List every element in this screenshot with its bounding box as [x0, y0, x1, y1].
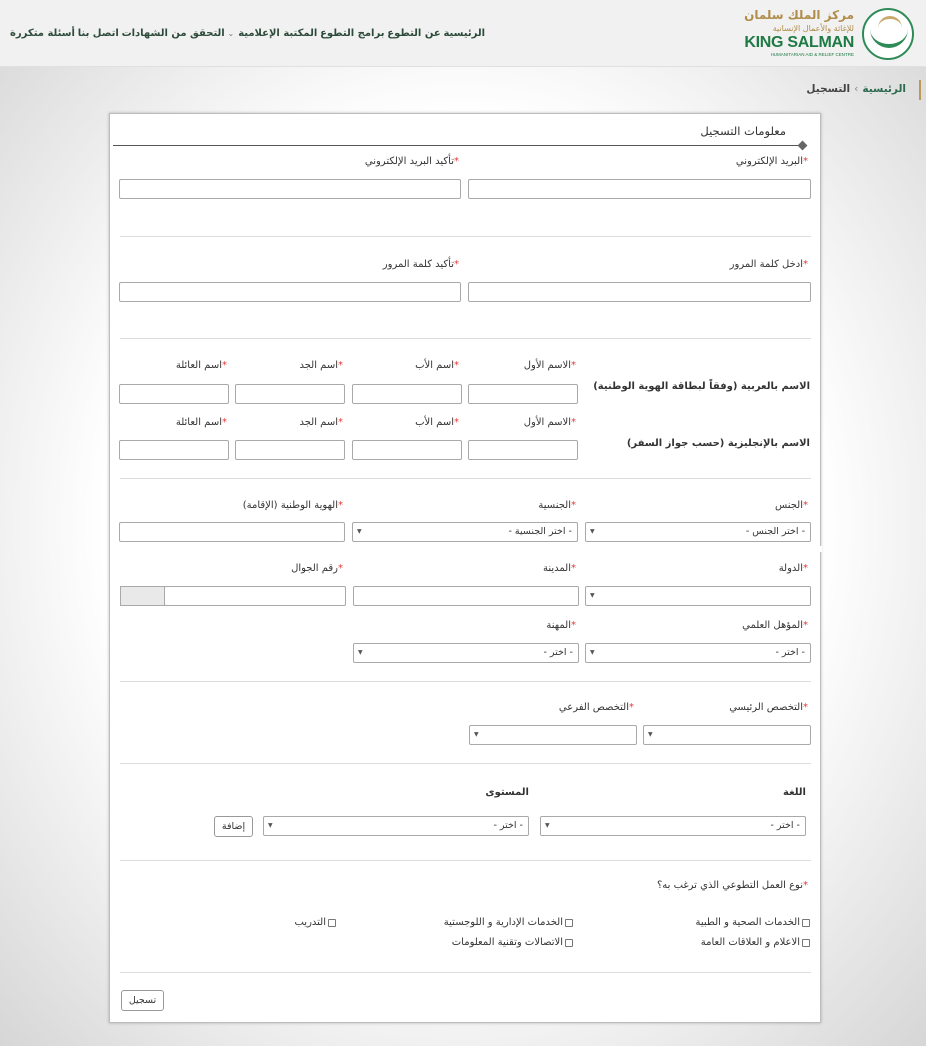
- dropdown-arrow-icon: ▼: [590, 649, 595, 656]
- nav-item-media-library[interactable]: [228, 28, 318, 39]
- register-button[interactable]: تسجيل: [121, 990, 164, 1011]
- nationality-select[interactable]: [352, 522, 578, 542]
- nav-item-faq[interactable]: أسئلة متكررة: [10, 27, 75, 39]
- required-mark: *: [571, 500, 576, 511]
- dropdown-arrow-icon: ▼: [590, 528, 595, 535]
- father-name-ar-field[interactable]: [352, 384, 462, 404]
- section-divider: [120, 478, 811, 479]
- dropdown-arrow-icon: ▼: [358, 649, 363, 656]
- required-mark: *: [338, 500, 343, 511]
- volunteer-option-label: الخدمات الصحية و الطبية: [695, 917, 800, 928]
- registration-form: [109, 113, 821, 1023]
- dropdown-arrow-icon: ▼: [545, 822, 550, 829]
- gender-select-value: - اختر الجنس -: [745, 526, 805, 537]
- volunteer-type-label-text: نوع العمل التطوعي الذي ترغب به؟: [656, 880, 803, 891]
- section-divider: [120, 763, 811, 764]
- nationality-label: [538, 500, 578, 511]
- email-confirm-field[interactable]: [119, 179, 461, 199]
- family-name-ar-label: [176, 360, 229, 371]
- qualification-label: [742, 620, 810, 631]
- nav-item-contact[interactable]: اتصل بنا: [77, 27, 119, 39]
- gender-label: [775, 500, 810, 511]
- profession-label-text: المهنة: [546, 620, 571, 631]
- required-mark: *: [454, 417, 459, 428]
- father-name-en-field[interactable]: [352, 440, 462, 460]
- email-label-text: البريد الإلكتروني: [735, 156, 803, 167]
- main-nav: [10, 26, 485, 40]
- required-mark: *: [803, 563, 808, 574]
- language-select[interactable]: [540, 816, 806, 836]
- mobile-label-text: رقم الجوال: [291, 563, 338, 574]
- family-name-en-field[interactable]: [119, 440, 229, 460]
- first-name-ar-field[interactable]: [468, 384, 578, 404]
- required-mark: *: [454, 360, 459, 371]
- first-name-ar-label-text: الاسم الأول: [523, 360, 571, 371]
- required-mark: *: [571, 360, 576, 371]
- password-confirm-label-text: تأكيد كلمة المرور: [382, 259, 454, 270]
- section-divider: [120, 681, 811, 682]
- grandfather-name-en-label-text: اسم الجد: [299, 417, 338, 428]
- language-select-value: - اختر -: [770, 820, 800, 831]
- section-divider: [120, 338, 811, 339]
- required-mark: *: [629, 702, 634, 713]
- password-label-text: ادخل كلمة المرور: [729, 259, 803, 270]
- volunteer-option-admin[interactable]: [444, 917, 573, 928]
- checkbox[interactable]: [802, 919, 810, 927]
- first-name-en-label-text: الاسم الأول: [523, 417, 571, 428]
- volunteer-option-label: التدريب: [294, 917, 326, 928]
- email-confirm-label: [365, 156, 461, 167]
- major-label-text: التخصص الرئيسي: [729, 702, 803, 713]
- father-name-ar-label: [415, 360, 461, 371]
- breadcrumb-separator: ›: [854, 83, 859, 95]
- grandfather-name-en-field[interactable]: [235, 440, 345, 460]
- password-confirm-field[interactable]: [119, 282, 461, 302]
- family-name-ar-field[interactable]: [119, 384, 229, 404]
- profession-label: [546, 620, 578, 631]
- required-mark: *: [803, 702, 808, 713]
- major-select[interactable]: [643, 725, 811, 745]
- mobile-label: [291, 563, 345, 574]
- breadcrumb-home[interactable]: الرئيسية: [862, 83, 906, 95]
- section-divider: [120, 860, 811, 861]
- panel-seam: [550, 546, 822, 552]
- nav-item-programs[interactable]: برامج التطوع: [320, 27, 385, 39]
- required-mark: *: [803, 259, 808, 270]
- title-divider: [113, 145, 803, 146]
- first-name-ar-label: [524, 360, 578, 371]
- email-field[interactable]: [468, 179, 811, 199]
- required-mark: *: [571, 417, 576, 428]
- section-divider: [120, 972, 811, 973]
- form-title: معلومات التسجيل: [700, 124, 786, 138]
- nav-media-label: المكتبة الإعلامية: [238, 27, 318, 39]
- national-id-label-text: الهوية الوطنية (الإقامة): [242, 500, 338, 511]
- family-name-en-label: [176, 417, 229, 428]
- password-field[interactable]: [468, 282, 811, 302]
- required-mark: *: [454, 156, 459, 167]
- nationality-label-text: الجنسية: [538, 500, 571, 511]
- logo-english-name: KING SALMAN: [744, 34, 854, 51]
- father-name-ar-label-text: اسم الأب: [415, 360, 454, 371]
- nav-item-verify-certificates[interactable]: التحقق من الشهادات: [121, 27, 225, 39]
- national-id-label: [243, 500, 345, 511]
- city-field[interactable]: [353, 586, 579, 606]
- checkbox[interactable]: [565, 919, 573, 927]
- grandfather-name-ar-field[interactable]: [235, 384, 345, 404]
- mobile-country-code[interactable]: [120, 586, 165, 606]
- major-label: [729, 702, 810, 713]
- volunteer-option-it[interactable]: [452, 937, 573, 948]
- checkbox[interactable]: [328, 919, 336, 927]
- section-divider: [120, 236, 811, 237]
- city-label-text: المدينة: [542, 563, 571, 574]
- name-english-label: الاسم بالإنجليزية (حسب جواز السفر): [626, 438, 810, 449]
- sub-major-label: [559, 702, 636, 713]
- father-name-en-label: [415, 417, 461, 428]
- grandfather-name-ar-label-text: اسم الجد: [299, 360, 338, 371]
- volunteer-option-label: الاعلام و العلاقات العامة: [700, 937, 800, 948]
- nav-item-home[interactable]: الرئيسية: [443, 27, 485, 39]
- breadcrumb-current: التسجيل: [806, 83, 851, 95]
- diamond-icon: [798, 141, 808, 151]
- required-mark: *: [222, 360, 227, 371]
- dropdown-arrow-icon: ▼: [474, 731, 479, 738]
- grandfather-name-en-label: [299, 417, 345, 428]
- dropdown-arrow-icon: ▼: [268, 822, 273, 829]
- required-mark: *: [803, 500, 808, 511]
- profession-select-value: - اختر -: [543, 647, 573, 658]
- required-mark: *: [803, 156, 808, 167]
- logo-arabic-title: مركز الملك سلمان: [744, 8, 854, 22]
- required-mark: *: [338, 417, 343, 428]
- city-label: [543, 563, 578, 574]
- chevron-down-icon: ⌄: [227, 28, 235, 38]
- first-name-en-field[interactable]: [468, 440, 578, 460]
- level-select[interactable]: [263, 816, 529, 836]
- language-label: اللغة: [783, 787, 806, 798]
- level-select-value: - اختر -: [493, 820, 523, 831]
- volunteer-type-label: [657, 880, 810, 891]
- required-mark: *: [803, 620, 808, 631]
- country-label-text: الدولة: [778, 563, 803, 574]
- mobile-field[interactable]: [164, 586, 346, 606]
- sub-major-label-text: التخصص الفرعي: [558, 702, 629, 713]
- volunteer-option-label: الخدمات الإدارية و اللوجستية: [443, 917, 563, 928]
- family-name-en-label-text: اسم العائلة: [175, 417, 222, 428]
- nav-item-about[interactable]: عن التطوع: [387, 27, 441, 39]
- dropdown-arrow-icon: ▼: [590, 592, 595, 599]
- volunteer-option-health[interactable]: [696, 917, 810, 928]
- nationality-select-value: - اختر الجنسية -: [508, 526, 572, 537]
- qualification-select-value: - اختر -: [775, 647, 805, 658]
- breadcrumb-accent: [919, 80, 921, 100]
- dropdown-arrow-icon: ▼: [648, 731, 653, 738]
- volunteer-option-label: الاتصالات وتقنية المعلومات: [451, 937, 563, 948]
- required-mark: *: [571, 620, 576, 631]
- add-language-button[interactable]: إضافة: [214, 816, 253, 837]
- sub-major-select[interactable]: [469, 725, 637, 745]
- required-mark: *: [222, 417, 227, 428]
- required-mark: *: [803, 880, 808, 891]
- volunteer-option-media[interactable]: [701, 937, 810, 948]
- dropdown-arrow-icon: ▼: [357, 528, 362, 535]
- king-salman-logo[interactable]: [744, 8, 914, 62]
- required-mark: *: [338, 563, 343, 574]
- checkbox[interactable]: [802, 939, 810, 947]
- email-label: [736, 156, 810, 167]
- level-label: المستوى: [485, 787, 529, 798]
- gender-label-text: الجنس: [774, 500, 803, 511]
- password-label: [730, 259, 810, 270]
- checkbox[interactable]: [565, 939, 573, 947]
- required-mark: *: [454, 259, 459, 270]
- logo-arabic-subtitle: للإغاثة والأعمال الإنسانية: [772, 24, 854, 33]
- required-mark: *: [571, 563, 576, 574]
- qualification-label-text: المؤهل العلمي: [742, 620, 803, 631]
- qualification-select[interactable]: [585, 643, 811, 663]
- profession-select[interactable]: [353, 643, 579, 663]
- country-select[interactable]: [585, 586, 811, 606]
- country-label: [779, 563, 810, 574]
- volunteer-option-training[interactable]: [294, 917, 336, 928]
- site-header: [0, 0, 926, 67]
- national-id-field[interactable]: [119, 522, 345, 542]
- logo-english-subtitle: HUMANITARIAN AID & RELIEF CENTRE: [770, 52, 854, 57]
- first-name-en-label: [524, 417, 578, 428]
- father-name-en-label-text: اسم الأب: [415, 417, 454, 428]
- gender-select[interactable]: [585, 522, 811, 542]
- family-name-ar-label-text: اسم العائلة: [175, 360, 222, 371]
- logo-arabic-name: [744, 9, 854, 35]
- emblem-icon: [862, 8, 914, 60]
- name-arabic-label: الاسم بالعربية (وفقاً لبطاقة الهوية الوطنية): [593, 381, 810, 392]
- password-confirm-label: [383, 259, 461, 270]
- grandfather-name-ar-label: [299, 360, 345, 371]
- breadcrumb: [806, 83, 906, 95]
- required-mark: *: [338, 360, 343, 371]
- email-confirm-label-text: تأكيد البريد الإلكتروني: [364, 156, 454, 167]
